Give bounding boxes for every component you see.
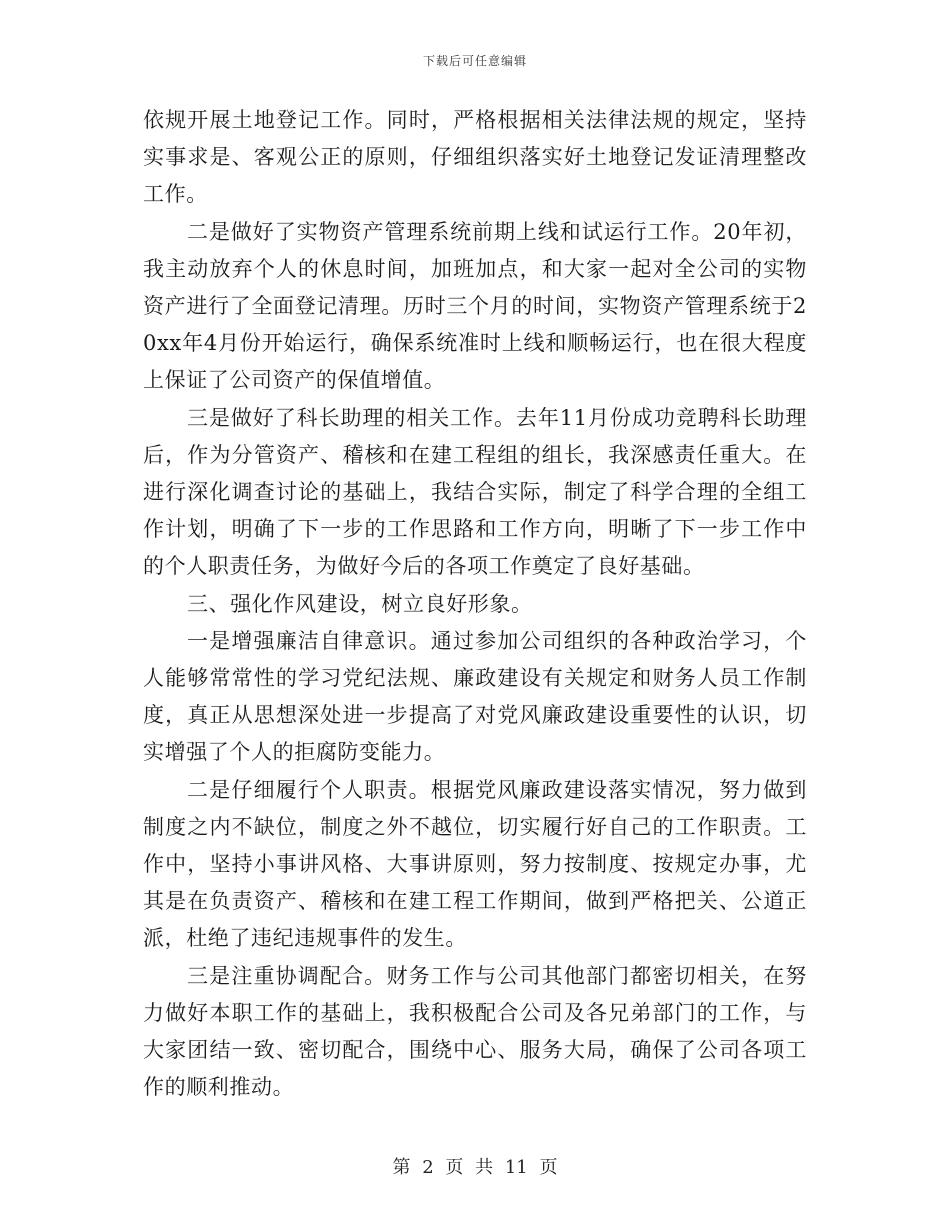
paragraph-6: 三是注重协调配合。财务工作与公司其他部门都密切相关，在努力做好本职工作的基础上，我积极配合公司及各兄弟部门的工作，与大家团结一致、密切配合，围绕中心、服务大局，确保了公司各项工作的顺利推动。 xyxy=(143,963,807,1100)
paragraph-5: 二是仔细履行个人职责。根据党风廉政建设落实情况，努力做到制度之内不缺位，制度之外不越位，切实履行好自己的工作职责。工作中，坚持小事讲风格、大事讲原则，努力按制度、按规定办事，尤其是在负责资产、稽核和在建工程工作期间，做到严格把关、公道正派，杜绝了违纪违规事件的发生。 xyxy=(143,777,807,951)
paragraph-3: 三是做好了科长助理的相关工作。去年11月份成功竞聘科长助理后，作为分管资产、稽核和在建工程组的组长，我深感责任重大。在进行深化调查讨论的基础上，我结合实际，制定了科学合理的全组工作计划，明确了下一步的工作思路和工作方向，明晰了下一步工作中的个人职责任务，为做好今后的各项工作奠定了良好基础。 xyxy=(143,405,807,579)
document-body xyxy=(143,102,807,1106)
page-number: 第 2 页 共 11 页 xyxy=(392,1157,558,1178)
paragraph-4: 一是增强廉洁自律意识。通过参加公司组织的各种政治学习，个人能够常常性的学习党纪法规、廉政建设有关规定和财务人员工作制度，真正从思想深处进一步提高了对党风廉政建设重要性的认识，切实增强了个人的拒腐防变能力。 xyxy=(143,628,807,765)
section-heading: 三、强化作风建设，树立良好形象。 xyxy=(187,591,533,616)
paragraph-1: 依规开展土地登记工作。同时，严格根据相关法律法规的规定，坚持实事求是、客观公正的原则，仔细组织落实好土地登记发证清理整改工作。 xyxy=(143,108,807,207)
paragraph-2: 二是做好了实物资产管理系统前期上线和试运行工作。20年初，我主动放弃个人的休息时间，加班加点，和大家一起对全公司的实物资产进行了全面登记清理。历时三个月的时间，实物资产管理系统于20xx年4月份开始运行，确保系统准时上线和顺畅运行，也在很大程度上保证了公司资产的保值增值。 xyxy=(143,219,807,393)
header-note: 下载后可任意编辑 xyxy=(422,54,527,68)
